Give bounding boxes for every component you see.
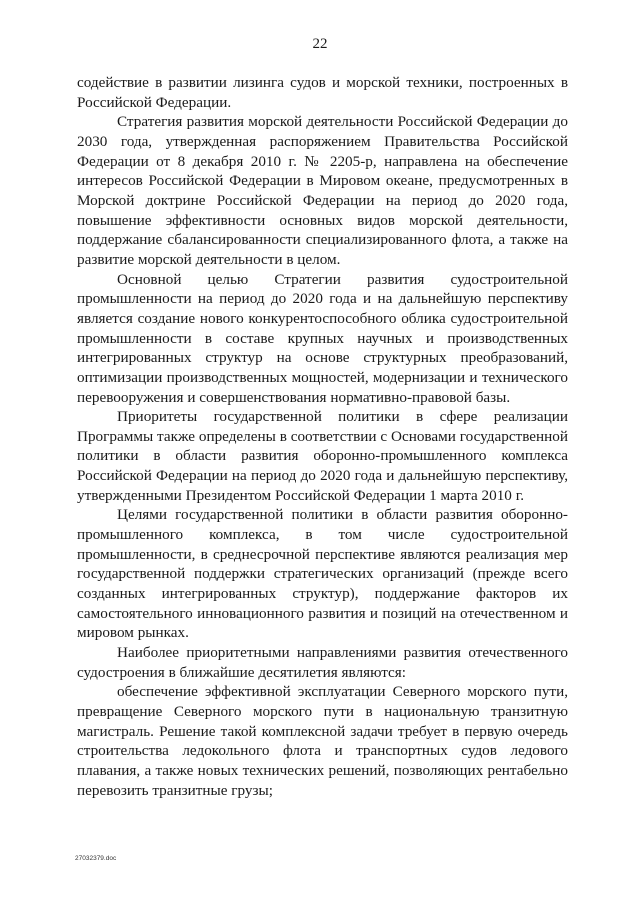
paragraph: Приоритеты государственной политики в сфере реализации Программы также определены в соответствии с Основами государственной политики в области развития оборонно-промышленного комплекса Российской Федерации на период до 2020 года и дальнейшую перспективу, утвержденными Президентом Российской Федерации 1 марта 2010 г.	[77, 408, 568, 504]
paragraph: Стратегия развития морской деятельности Российской Федерации до 2030 года, утвержденная распоряжением Правительства Российской Федерации от 8 декабря 2010 г. № 2205-р, направлена на обеспечение интересов Российской Федерации в Мировом океане, предусмотренных в Морской доктрине Российской Федерации на период до 2020 года, повышение эффективности основных видов морской деятельности, поддержание сбалансированности специализированного флота, а также на развитие морской деятельности в целом.	[77, 113, 568, 268]
footer-filename: 27032379.doc	[75, 855, 117, 862]
paragraph: Целями государственной политики в области развития оборонно-промышленного комплекса, в том числе судостроительной промышленности, в среднесрочной перспективе являются реализация мер государственной поддержки стратегических организаций (прежде всего созданных интегрированных структур), поддержание факторов их самостоятельного инновационного развития и позиций на отечественном и мировом рынках.	[77, 506, 568, 642]
paragraph: обеспечение эффективной эксплуатации Северного морского пути, превращение Северного морского пути в национальную транзитную магистраль. Решение такой комплексной задачи требует в первую очередь строительства ледокольного флота и транспортных судов ледового плавания, а также новых технических решений, позволяющих рентабельно перевозить транзитные грузы;	[77, 683, 568, 799]
page-number: 22	[312, 36, 328, 52]
paragraph: Наиболее приоритетными направлениями развития отечественного судостроения в ближайшие десятилетия являются:	[77, 644, 568, 681]
document-body	[77, 73, 568, 800]
paragraph: Основной целью Стратегии развития судостроительной промышленности на период до 2020 года и на дальнейшую перспективу является создание нового конкурентоспособного облика судостроительной промышленности в составе крупных научных и производственных интегрированных структур на основе структурных преобразований, оптимизации производственных мощностей, модернизации и технического перевооружения и совершенствования нормативно-правовой базы.	[77, 270, 568, 406]
paragraph: содействие в развитии лизинга судов и морской техники, построенных в Российской Федерации.	[77, 74, 568, 111]
